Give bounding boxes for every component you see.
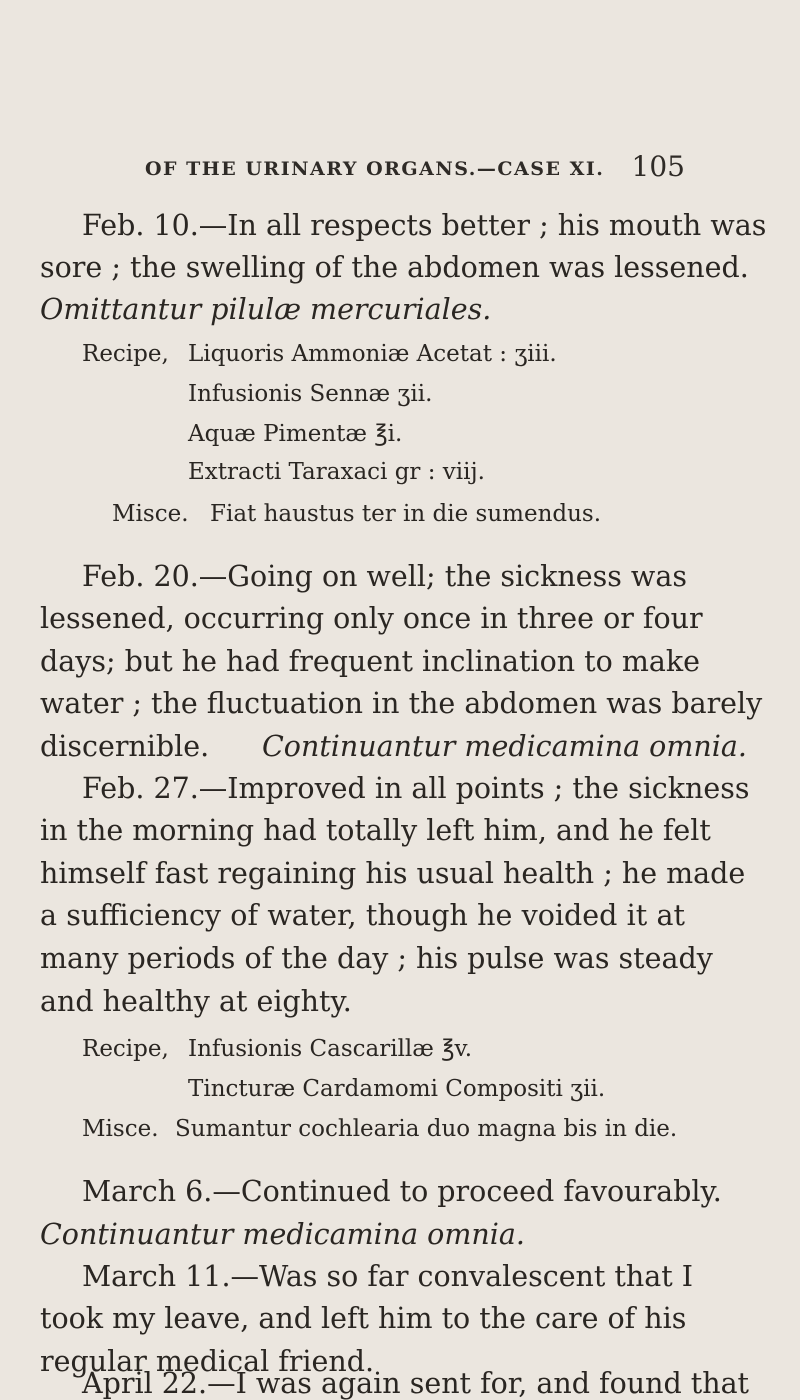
april22-line-1: April 22.—I was again sent for, and found that xyxy=(82,1367,750,1400)
feb20-line-2: lessened, occurring only once in three or four xyxy=(40,602,703,635)
feb20-line-4: water ; the fluctuation in the abdomen was barely xyxy=(40,687,763,720)
march11-line-3: regular medical friend. xyxy=(40,1345,375,1378)
feb20-line-3: days; but he had frequent inclination to make xyxy=(40,645,701,678)
running-title: OF THE URINARY ORGANS.—CASE XI. xyxy=(145,158,605,180)
feb27-line-3: himself fast regaining his usual health ; he made xyxy=(40,857,746,890)
feb10-line-3: Omittantur pilulæ mercuriales. xyxy=(40,293,492,326)
page-number: 105 xyxy=(631,150,685,183)
feb27-line-1: Feb. 27.—Improved in all points ; the sickness xyxy=(82,772,750,805)
recipe1-label: Recipe, xyxy=(82,341,169,367)
feb10-line-2: sore ; the swelling of the abdomen was lessened. xyxy=(40,251,749,284)
recipe2-ingredient-2: Tincturæ Cardamomi Compositi ʒii. xyxy=(188,1076,606,1102)
march11-line-2: took my leave, and left him to the care of his xyxy=(40,1302,687,1335)
feb20-line-5b: Continuantur medicamina omnia. xyxy=(262,730,747,763)
march11-line-1: March 11.—Was so far convalescent that I xyxy=(82,1260,693,1293)
recipe1-ingredient-2: Infusionis Sennæ ʒii. xyxy=(188,381,433,407)
feb27-line-6: and healthy at eighty. xyxy=(40,985,352,1018)
feb27-line-4: a sufficiency of water, though he voided it at xyxy=(40,899,685,932)
recipe1-misce-text: Fiat haustus ter in die sumendus. xyxy=(210,501,602,527)
feb20-line-5a: discernible. xyxy=(40,730,210,763)
feb20-line-1: Feb. 20.—Going on well; the sickness was xyxy=(82,560,687,593)
recipe1-ingredient-1: Liquoris Ammoniæ Acetat : ʒiii. xyxy=(188,341,557,367)
recipe1-ingredient-3: Aquæ Pimentæ ℥i. xyxy=(188,421,403,447)
feb27-line-5: many periods of the day ; his pulse was steady xyxy=(40,942,713,975)
recipe2-ingredient-1: Infusionis Cascarillæ ℥v. xyxy=(188,1036,473,1062)
recipe1-misce-label: Misce. xyxy=(112,501,189,527)
running-header xyxy=(145,148,685,188)
march6-line-1: March 6.—Continued to proceed favourably. xyxy=(82,1175,722,1208)
recipe1-ingredient-4: Extracti Taraxaci gr : viij. xyxy=(188,459,485,485)
feb10-line-1: Feb. 10.—In all respects better ; his mouth was xyxy=(82,209,767,242)
march6-line-2: Continuantur medicamina omnia. xyxy=(40,1218,525,1251)
recipe2-misce-text: Sumantur cochlearia duo magna bis in die. xyxy=(175,1116,678,1142)
feb27-line-2: in the morning had totally left him, and he felt xyxy=(40,814,711,847)
recipe2-misce-label: Misce. xyxy=(82,1116,159,1142)
recipe2-label: Recipe, xyxy=(82,1036,169,1062)
